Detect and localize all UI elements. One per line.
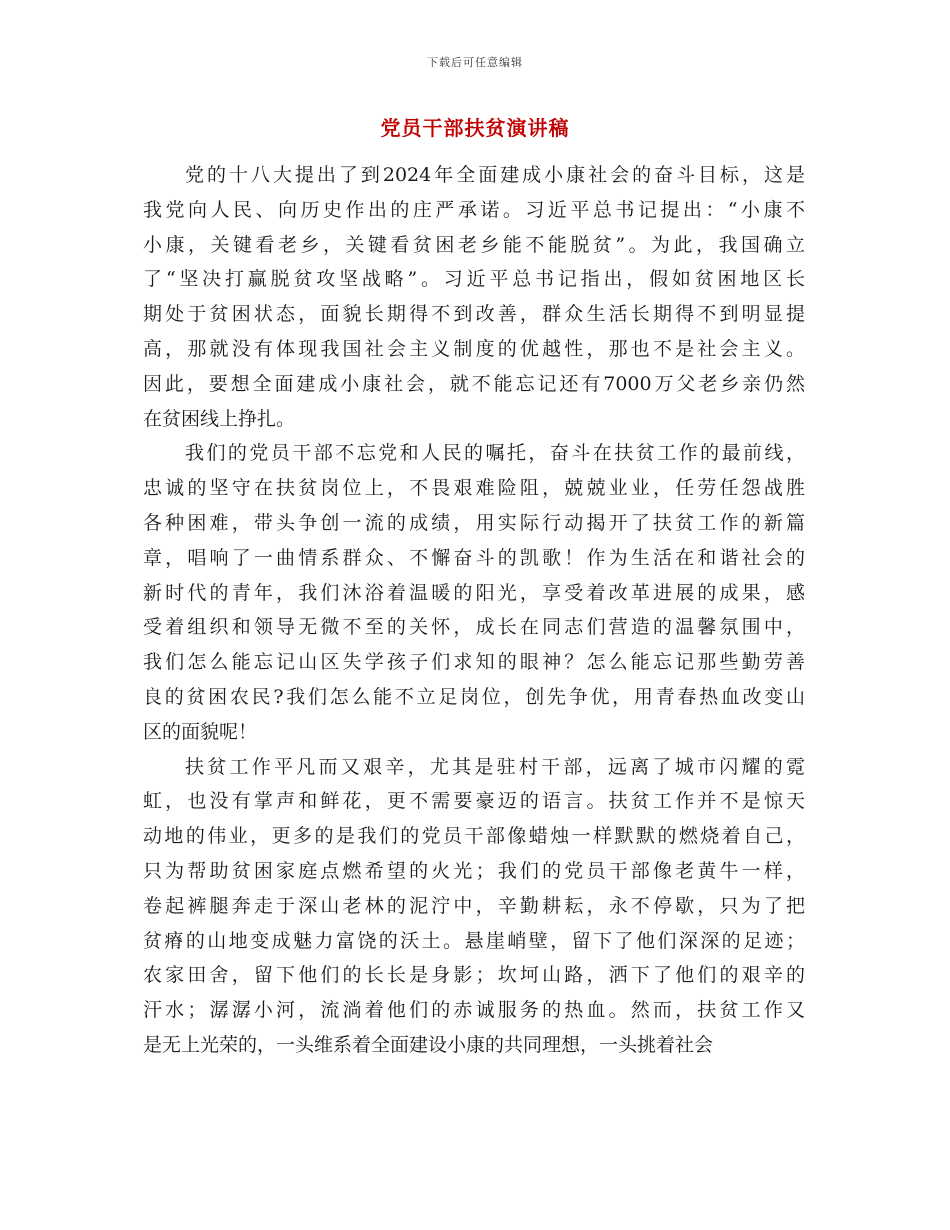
text-line: 受着组织和领导无微不至的关怀，成长在同志们营造的温馨氛围中， (143, 616, 805, 639)
text-line: 卷起裤腿奔走于深山老林的泥泞中，辛勤耕耘，永不停歇，只为了把 (143, 894, 805, 917)
text-line: 只为帮助贫困家庭点燃希望的火光；我们的党员干部像老黄牛一样， (143, 859, 805, 882)
paragraph (143, 750, 805, 1063)
text-line: 各种困难，带头争创一流的成绩，用实际行动揭开了扶贫工作的新篇 (143, 511, 805, 534)
text-line: 章，唱响了一曲情系群众、不懈奋斗的凯歌！作为生活在和谐社会的 (143, 546, 805, 569)
text-line: 我党向人民、向历史作出的庄严承诺。习近平总书记提出：“小康不 (143, 198, 805, 221)
document-body (143, 158, 805, 1063)
text-line: 动地的伟业，更多的是我们的党员干部像蜡烛一样默默的燃烧着自己， (143, 825, 805, 848)
text-line: 忠诚的坚守在扶贫岗位上，不畏艰难险阻，兢兢业业，任劳任怨战胜 (143, 477, 805, 500)
text-line: 虹，也没有掌声和鲜花，更不需要豪迈的语言。扶贫工作并不是惊天 (143, 790, 805, 813)
text-line: 我们怎么能忘记山区失学孩子们求知的眼神？怎么能忘记那些勤劳善 (143, 651, 805, 674)
text-line: 党的十八大提出了到2024年全面建成小康社会的奋斗目标，这是 (185, 164, 805, 186)
header-note: 下载后可任意编辑 (427, 56, 523, 69)
text-line: 在贫困线上挣扎。 (143, 407, 296, 430)
text-line: 因此，要想全面建成小康社会，就不能忘记还有7000万父老乡亲仍然 (143, 372, 805, 395)
text-line: 汗水；潺潺小河，流淌着他们的赤诚服务的热血。然而，扶贫工作又 (143, 999, 805, 1022)
document-title: 党员干部扶贫演讲稿 (380, 116, 570, 140)
text-line: 了“坚决打赢脱贫攻坚战略”。习近平总书记指出，假如贫困地区长 (143, 268, 805, 291)
text-line: 高，那就没有体现我国社会主义制度的优越性，那也不是社会主义。 (143, 337, 805, 360)
text-line: 扶贫工作平凡而又艰辛，尤其是驻村干部，远离了城市闪耀的霓 (185, 755, 805, 778)
text-line: 小康，关键看老乡，关键看贫困老乡能不能脱贫”。为此，我国确立 (143, 233, 805, 256)
text-line: 是无上光荣的，一头维系着全面建设小康的共同理想，一头挑着社会 (143, 1033, 714, 1056)
text-line: 农家田舍，留下他们的长长是身影；坎坷山路，洒下了他们的艰辛的 (143, 964, 805, 987)
text-line: 新时代的青年，我们沐浴着温暖的阳光，享受着改革进展的成果，感 (143, 581, 805, 604)
text-line: 贫瘠的山地变成魅力富饶的沃土。悬崖峭壁，留下了他们深深的足迹； (143, 929, 805, 952)
paragraph (143, 436, 805, 749)
text-line: 良的贫困农民?我们怎么能不立足岗位，创先争优，用青春热血改变山 (143, 685, 805, 708)
text-line: 我们的党员干部不忘党和人民的嘱托，奋斗在扶贫工作的最前线， (185, 442, 805, 465)
text-line: 区的面貌呢！ (143, 720, 258, 743)
text-line: 期处于贫困状态，面貌长期得不到改善，群众生活长期得不到明显提 (143, 303, 805, 326)
paragraph (143, 158, 805, 436)
